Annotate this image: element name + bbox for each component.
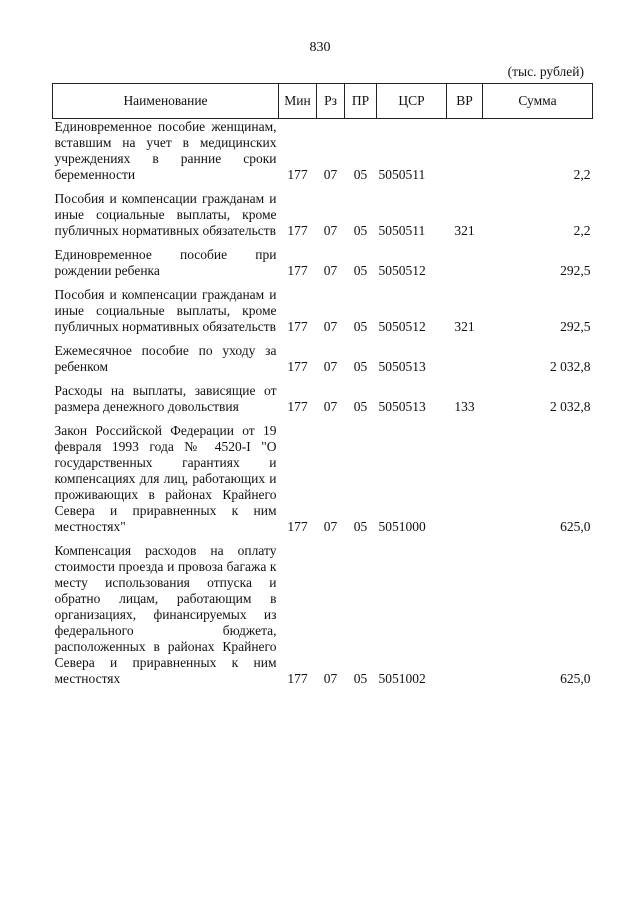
row-vr [447,247,483,287]
row-sum: 292,5 [560,319,591,334]
row-csr: 5050511 [378,223,426,238]
row-name: Единовременное пособие женщинам, вставшим на учет в медицинских учреждениях в ранние сроки беременности [54,119,277,182]
row-min: 177 [287,319,308,334]
row-pr: 05 [353,399,368,414]
header-csr: ЦСР [377,84,447,119]
header-min: Мин [279,84,317,119]
table-row [53,247,593,287]
table-row [53,423,593,543]
row-vr [447,119,483,192]
row-vr [447,423,483,543]
table-row [53,287,593,343]
row-rz: 07 [323,519,338,534]
row-pr: 05 [353,167,368,182]
table-row [53,191,593,247]
row-rz: 07 [323,359,338,374]
row-vr [447,543,483,695]
row-vr [447,343,483,383]
row-pr: 05 [353,359,368,374]
row-rz: 07 [323,263,338,278]
row-name: Единовременное пособие при рождении ребенка [54,247,277,278]
row-name: Закон Российской Федерации от 19 февраля 1993 года № 4520-I "О государственных гарантиях и компенсациях для лиц, работающих и проживающих в районах Крайнего Севера и приравненных к ним местностях" [54,423,277,534]
header-pr: ПР [345,84,377,119]
row-sum: 292,5 [560,263,591,278]
row-name: Расходы на выплаты, зависящие от размера денежного довольствия [54,383,277,414]
row-csr: 5050513 [378,359,426,374]
row-rz: 07 [323,399,338,414]
header-sum: Сумма [483,84,593,119]
row-rz: 07 [323,319,338,334]
table-row [53,119,593,192]
row-pr: 05 [353,263,368,278]
row-pr: 05 [353,223,368,238]
row-min: 177 [287,167,308,182]
row-csr: 5050512 [378,263,426,278]
row-pr: 05 [353,519,368,534]
row-pr: 05 [353,671,368,686]
row-sum: 2 032,8 [550,359,591,374]
row-sum: 625,0 [560,519,591,534]
row-sum: 625,0 [560,671,591,686]
row-vr: 321 [454,223,475,238]
row-name: Ежемесячное пособие по уходу за ребенком [54,343,277,374]
row-min: 177 [287,359,308,374]
page-number: 830 [309,40,331,55]
table-row [53,383,593,423]
header-rz: Рз [317,84,345,119]
row-name: Компенсация расходов на оплату стоимости проезда и провоза багажа к месту использования отпуска и обратно лицам, работающим в организациях, финансируемых из федерального бюджета, расположенных в районах Крайнего Севера и приравненных к ним местностях [54,543,277,686]
row-sum: 2 032,8 [550,399,591,414]
row-rz: 07 [323,223,338,238]
row-pr: 05 [353,319,368,334]
row-min: 177 [287,671,308,686]
table-row [53,543,593,695]
units-label: (тыс. рублей) [507,64,584,79]
row-rz: 07 [323,671,338,686]
table-row [53,343,593,383]
header-vr: ВР [447,84,483,119]
row-vr: 133 [454,399,475,414]
row-min: 177 [287,263,308,278]
row-min: 177 [287,399,308,414]
row-csr: 5050511 [378,167,426,182]
row-csr: 5050513 [378,399,426,414]
row-name: Пособия и компенсации гражданам и иные социальные выплаты, кроме публичных нормативных обязательств [54,191,277,238]
header-name: Наименование [53,84,279,119]
row-vr: 321 [454,319,475,334]
table-header-row [53,84,593,119]
row-csr: 5051000 [378,519,426,534]
row-csr: 5051002 [378,671,426,686]
row-min: 177 [287,223,308,238]
row-rz: 07 [323,167,338,182]
row-sum: 2,2 [573,167,591,182]
row-sum: 2,2 [573,223,591,238]
row-name: Пособия и компенсации гражданам и иные социальные выплаты, кроме публичных нормативных обязательств [54,287,277,334]
row-min: 177 [287,519,308,534]
row-csr: 5050512 [378,319,426,334]
budget-table [52,83,593,695]
